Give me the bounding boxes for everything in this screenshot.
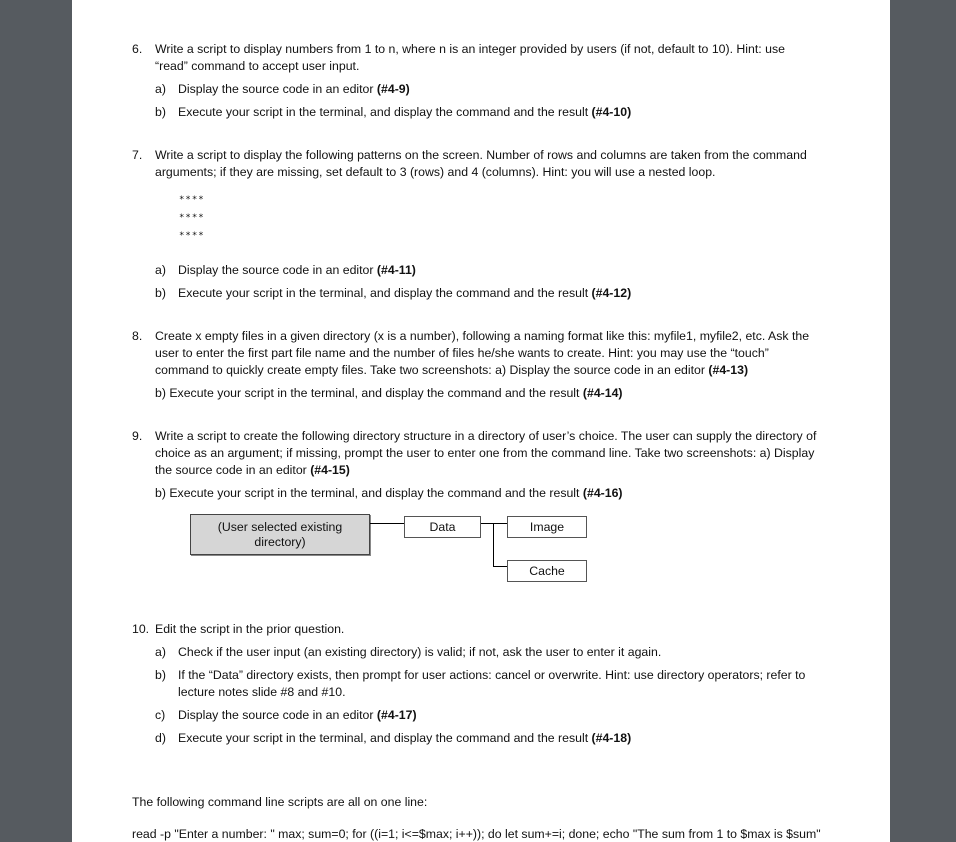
command-intro: The following command line scripts are all on one line: <box>132 795 428 809</box>
q7-number: 7. <box>132 148 143 162</box>
root-directory-label-line2: directory) <box>254 535 306 549</box>
q9-text-line3: the source code in an editor (#4-15) <box>155 463 350 477</box>
q7-b-label: b) <box>155 286 166 300</box>
pattern-row: **** <box>179 231 205 241</box>
q6-text-line1: Write a script to display numbers from 1 to n, where n is an integer provided by users (if not, default to 10). Hint: use <box>155 42 785 56</box>
connector-data-branch <box>481 523 493 524</box>
q9-number: 9. <box>132 429 143 443</box>
command-line-script: read -p "Enter a number: " max; sum=0; for ((i=1; i<=$max; i++)); do let sum+=i; done; echo "The sum from 1 to $max is $sum" <box>132 827 821 841</box>
q7-a-item: Display the source code in an editor (#4-11) <box>178 263 416 277</box>
q8-text-line3: command to quickly create empty files. Take two screenshots: a) Display the source code in an editor (#4-13) <box>155 363 749 377</box>
pattern-row: **** <box>179 213 205 223</box>
q10-d-label: d) <box>155 731 166 745</box>
q7-text-line1: Write a script to display the following patterns on the screen. Number of rows and columns are taken from the command <box>155 148 807 162</box>
q10-a-item: Check if the user input (an existing directory) is valid; if not, ask the user to enter it again. <box>178 645 662 659</box>
q8-text-line4: b) Execute your script in the terminal, and display the command and the result (#4-14) <box>155 386 623 400</box>
q7-b-item: Execute your script in the terminal, and display the command and the result (#4-12) <box>178 286 632 300</box>
connector-vertical <box>493 523 494 567</box>
image-directory-box <box>507 516 587 538</box>
q6-b-item: Execute your script in the terminal, and display the command and the result (#4-10) <box>178 105 632 119</box>
q7-text-line2: arguments; if they are missing, set default to 3 (rows) and 4 (columns). Hint: you will use a nested loop. <box>155 165 716 179</box>
data-directory-label: Data <box>429 520 456 534</box>
q10-a-label: a) <box>155 645 166 659</box>
connector-root-data <box>370 523 404 524</box>
q10-b-label: b) <box>155 668 166 682</box>
image-directory-label: Image <box>529 520 565 534</box>
root-directory-box <box>190 514 370 555</box>
data-directory-box <box>404 516 481 538</box>
pattern-row: **** <box>179 195 205 205</box>
q6-b-label: b) <box>155 105 166 119</box>
q8-text-line1: Create x empty files in a given directory (x is a number), following a naming format like this: myfile1, myfile2, etc. Ask the <box>155 329 810 343</box>
q9-text-line2: choice as an argument; if missing, prompt the user to enter one from the command line. Take two screenshots: a) Display <box>155 446 815 460</box>
q6-number: 6. <box>132 42 143 56</box>
cache-directory-label: Cache <box>529 564 565 578</box>
q10-title: Edit the script in the prior question. <box>155 622 345 636</box>
q10-d-item: Execute your script in the terminal, and display the command and the result (#4-18) <box>178 731 632 745</box>
q9-text-line4: b) Execute your script in the terminal, and display the command and the result (#4-16) <box>155 486 623 500</box>
q10-c-item: Display the source code in an editor (#4-17) <box>178 708 417 722</box>
root-directory-label-line1: (User selected existing <box>217 520 343 534</box>
document-page <box>72 0 890 842</box>
q10-number: 10. <box>132 622 150 636</box>
cache-directory-box <box>507 560 587 582</box>
q6-text-line2: “read” command to accept user input. <box>155 59 360 73</box>
q6-a-label: a) <box>155 82 166 96</box>
q9-text-line1: Write a script to create the following directory structure in a directory of user’s choice. The user can supply the directory of <box>155 429 817 443</box>
q6-a-item: Display the source code in an editor (#4-9) <box>178 82 410 96</box>
q8-number: 8. <box>132 329 143 343</box>
q10-b-item-line1: If the “Data” directory exists, then prompt for user actions: cancel or overwrite. Hint: use directory operators; refer to <box>178 668 806 682</box>
connector-to-image <box>493 523 507 524</box>
q10-b-item-line2: lecture notes slide #8 and #10. <box>178 685 346 699</box>
q10-c-label: c) <box>155 708 166 722</box>
q8-text-line2: user to enter the first part file name and the number of files he/she wants to create. Hint: you may use the “touch” <box>155 346 769 360</box>
q7-a-label: a) <box>155 263 166 277</box>
connector-to-cache <box>493 566 507 567</box>
